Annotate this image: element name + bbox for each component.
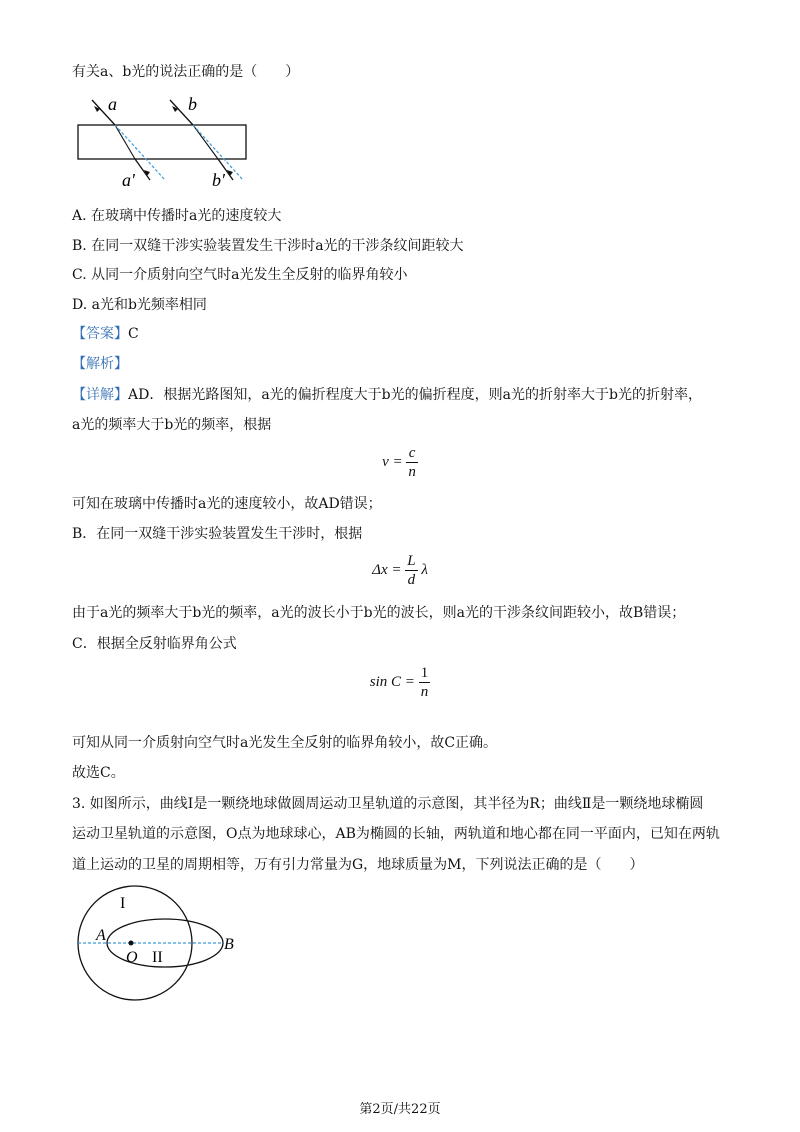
q3-line-3: 道上运动的卫星的周期相等，万有引力常量为G，地球质量为M，下列说法正确的是（ ） (72, 857, 644, 873)
q3-line-2: 运动卫星轨道的示意图，O点为地球球心，AB为椭圆的长轴，两轨道和地心都在同一平面内，已知在两轨 (72, 826, 720, 842)
page-footer: 第2页/共22页 (359, 1102, 441, 1117)
formula-velocity-num: c (406, 444, 418, 463)
answer-line (72, 324, 139, 344)
formula-fringe (0, 552, 800, 589)
label-a: a (108, 94, 117, 114)
orbit-label-A: A (96, 927, 106, 944)
orbit-label-II: II (152, 949, 163, 966)
detail-tag: 【详解】 (72, 387, 128, 403)
answer-value: C (128, 326, 139, 342)
option-d: D. a光和b光频率相同 (72, 297, 207, 313)
detail-line-2: a光的频率大于b光的频率，根据 (72, 417, 272, 433)
c-intro: C．根据全反射临界角公式 (72, 636, 237, 652)
formula-fringe-frac (405, 552, 417, 589)
detail-text-1: AD．根据光路图知，a光的偏折程度大于b光的偏折程度，则a光的折射率大于b光的折射率， (128, 387, 702, 403)
formula-fringe-den: d (407, 572, 416, 588)
formula-velocity-frac (406, 444, 418, 481)
formula-fringe-lhs: Δx = (372, 561, 402, 578)
option-c: C. 从同一介质射向空气时a光发生全反射的临界角较小 (72, 267, 408, 283)
formula-fringe-num: L (407, 553, 416, 569)
analysis-tag: 【解析】 (72, 356, 128, 372)
option-a: A. 在玻璃中传播时a光的速度较大 (72, 208, 282, 224)
b-intro: B．在同一双缝干涉实验装置发生干涉时，根据 (72, 526, 363, 542)
label-b: b (188, 94, 197, 114)
answer-tag: 【答案】 (72, 326, 128, 342)
choose-line: 故选C。 (72, 765, 125, 781)
formula-critical-den: n (420, 684, 429, 700)
formula-critical-num: 1 (420, 665, 429, 681)
formula-critical-lhs: sin C = (369, 673, 415, 690)
formula-critical-angle (0, 664, 800, 701)
option-b: B. 在同一双缝干涉实验装置发生干涉时a光的干涉条纹间距较大 (72, 238, 464, 254)
label-b-prime: b′ (212, 170, 225, 190)
orbit-label-I: I (120, 895, 126, 912)
orbit-label-O: O (126, 949, 138, 966)
formula-critical-frac (419, 664, 431, 701)
detail-line-1 (72, 385, 702, 405)
q2-stem: 有关a、b光的说法正确的是（ ） (72, 64, 300, 80)
formula-velocity (0, 444, 800, 481)
orbit-label-B: B (224, 936, 234, 953)
after-formula-3: 可知从同一介质射向空气时a光发生全反射的临界角较小，故C正确。 (72, 735, 498, 751)
after-formula-1: 可知在玻璃中传播时a光的速度较小，故AD错误； (72, 496, 382, 512)
formula-velocity-den: n (408, 464, 416, 480)
formula-fringe-lambda: λ (421, 561, 428, 578)
formula-velocity-lhs: v = (382, 453, 403, 470)
label-a-prime: a′ (122, 170, 135, 190)
q3-line-1: 3. 如图所示，曲线Ⅰ是一颗绕地球做圆周运动卫星轨道的示意图，其半径为R；曲线Ⅱ是一颗绕地球椭圆 (72, 796, 704, 812)
orbit-figure (70, 880, 250, 1004)
glass-block-figure (70, 92, 260, 192)
after-formula-2: 由于a光的频率大于b光的频率，a光的波长小于b光的波长，则a光的干涉条纹间距较小，故B错误； (72, 605, 686, 621)
